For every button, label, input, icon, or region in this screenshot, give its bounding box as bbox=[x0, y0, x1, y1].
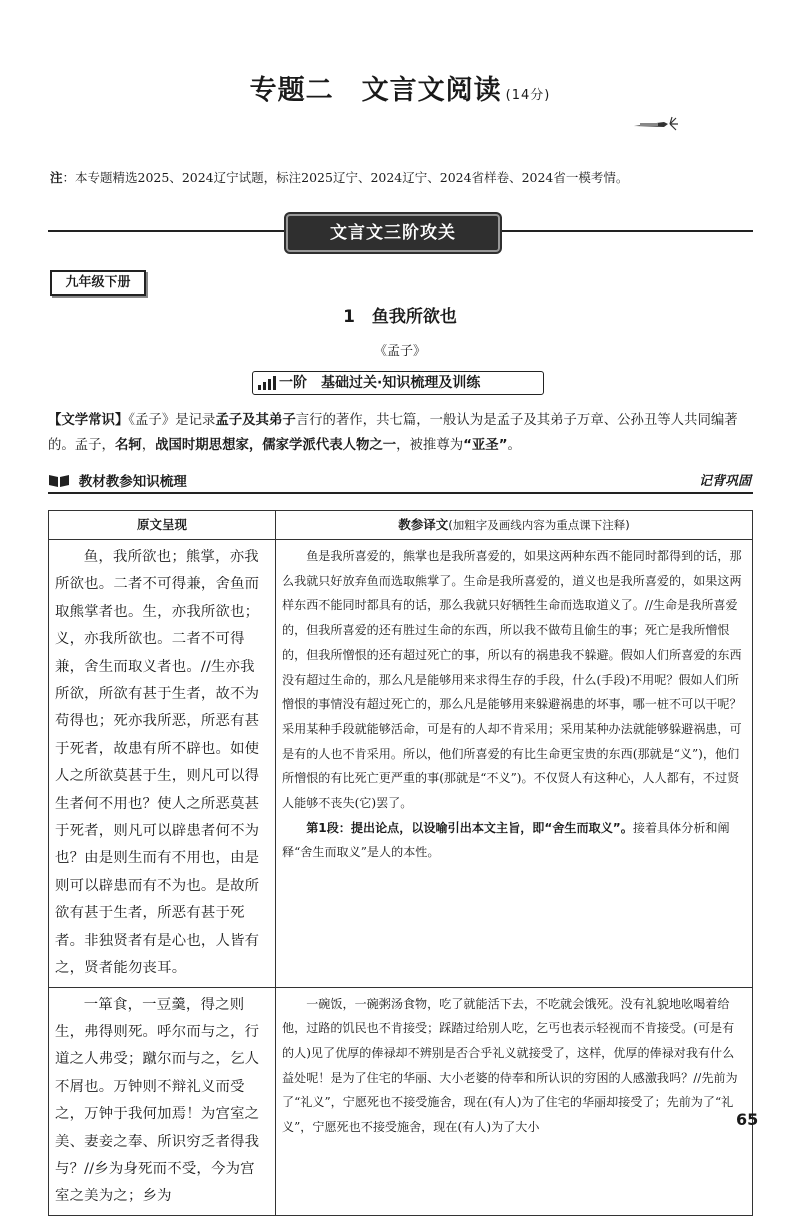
table-header-row bbox=[49, 511, 753, 540]
page-title: 专题二 文言文阅读 (14分) bbox=[249, 75, 551, 106]
book-icon bbox=[48, 474, 70, 488]
literary-knowledge: 【文学常识】《孟子》是记录孟子及其弟子言行的著作，共七篇，一般认为是孟子及其弟子万章、公孙丑等人共同编著的。孟子，名轲，战国时期思想家，儒家学派代表人物之一，被推尊为“亚圣”。 bbox=[48, 413, 738, 453]
original-text-cell: 鱼，我所欲也；熊掌，亦我所欲也。二者不可得兼，舍鱼而取熊掌者也。生，亦我所欲也；义，亦我所欲也。二者不可得兼，舍生而取义者也。//生亦我所欲，所欲有甚于生者，故不为苟得也；死亦我所恶，所恶有甚于死者，故患有所不辟也。如使人之所欲莫甚于生，则凡可以得生者何不用也？使人之所恶莫甚于死者，则凡可以辟患者何不为也？由是则生而有不用也，由是则可以辟患而有不为也。是故所欲有甚于生者，所恶有甚于死者。非独贤者有是心也，人皆有之，贤者能勿丧耳。 bbox=[49, 540, 276, 988]
table-row bbox=[49, 987, 753, 1215]
original-text-cell: 一箪食，一豆羹，得之则生，弗得则死。呼尔而与之，行道之人弗受；蹴尔而与之，乞人不屑也。万钟则不辩礼义而受之，万钟于我何加焉！为宫室之美、妻妾之奉、所识穷乏者得我与？//乡为身死而不受，今为宫室之美为之；乡为 bbox=[49, 987, 276, 1215]
col-original-header: 原文呈现 bbox=[49, 511, 276, 540]
score-label: (14分) bbox=[505, 88, 551, 103]
text-translation-table bbox=[48, 510, 753, 1216]
lesson-title: 1 鱼我所欲也 bbox=[343, 307, 457, 327]
pen-icon bbox=[632, 116, 680, 132]
stage-label: 一阶 基础过关·知识梳理及训练 bbox=[279, 375, 481, 391]
col-translation-header: 教参译文(加粗字及画线内容为重点课下注释) bbox=[276, 511, 753, 540]
section-heading bbox=[48, 470, 753, 494]
stage-heading bbox=[252, 371, 544, 395]
topic-note: 注：本专题精选2025、2024辽宁试题，标注2025辽宁、2024辽宁、2024省样卷、2024省一模考情。 bbox=[50, 170, 629, 185]
section-title: 教材教参知识梳理 bbox=[78, 474, 187, 490]
translation-text-cell: 一碗饭，一碗粥汤食物，吃了就能活下去，不吃就会饿死。没有礼貌地吆喝着给他，过路的饥民也不肯接受；踩踏过给别人吃，乞丐也表示轻视而不肯接受。(可是有的人)见了优厚的俸禄却不辨别是否合乎礼义就接受了，这样，优厚的俸禄对我有什么益处呢！是为了住宅的华丽、大小老婆的侍奉和所认识的穷困的人感激我吗？//先前为了“礼义”，宁愿死也不接受施舍，现在(有人)为了住宅的华丽却接受了；先前为了“礼义”，宁愿死也不接受施舍，现在(有人)为了大小 bbox=[276, 987, 753, 1215]
grade-label: 九年级下册 bbox=[50, 270, 146, 296]
bar-chart-icon bbox=[257, 376, 277, 390]
section-tag: 记背巩固 bbox=[698, 474, 751, 489]
banner-title: 文言文三阶攻关 bbox=[286, 214, 500, 252]
translation-text-cell: 鱼是我所喜爱的，熊掌也是我所喜爱的，如果这两种东西不能同时都得到的话，那么我就只好放弃鱼而选取熊掌了。生命是我所喜爱的，道义也是我所喜爱的，如果这两样东西不能同时都具有的话，那么我就只好牺牲生命而选取道义了。//生命是我所喜爱的，但我所喜爱的还有胜过生命的东西，所以我不做苟且偷生的事；死亡是我所憎恨的，但我所憎恨的还有超过死亡的事，所以有的祸患我不躲避。假如人们所喜爱的东西没有超过生命的，那么凡是能够用来求得生存的手段，什么(手段)不用呢？假如人们所憎恨的事情没有超过死亡的，那么凡是能够用来躲避祸患的坏事，哪一桩不可以干呢？采用某种手段就能够活命，可是有的人却不肯采用；采用某种办法就能够躲避祸患，可是有的人也不肯采用。所以，他们所喜爱的有比生命更宝贵的东西(那就是“义”)，他们所憎恨的有比死亡更严重的事(那就是“不义”)。不仅贤人有这种心，人人都有，不过贤人能够不丧失(它)罢了。 第1段：提出论点，以设喻引出本文主旨，即“舍生而取义”。接着具体分析和阐释“舍生而取义”是人的本性。 bbox=[276, 540, 753, 988]
page-number: 65 bbox=[736, 1110, 759, 1129]
lesson-author: 《孟子》 bbox=[373, 344, 426, 359]
table-row bbox=[49, 540, 753, 988]
